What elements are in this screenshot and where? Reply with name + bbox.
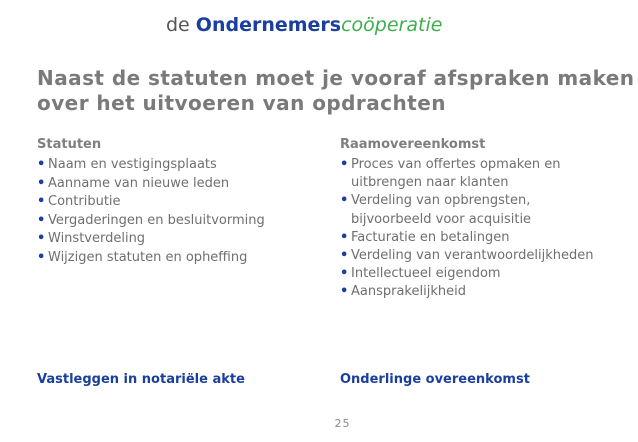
bullet-icon: • [340, 229, 349, 245]
list-item [37, 230, 317, 249]
brand-logo [166, 12, 442, 38]
bullet-icon: • [37, 231, 46, 247]
logo-main: Ondernemers [195, 14, 342, 36]
bullet-icon: • [37, 157, 46, 172]
list-item-text: Aansprakelijkheid [351, 284, 466, 300]
bullet-icon: • [340, 248, 349, 264]
list-item-text: Wijzigen statuten en opheffing [48, 249, 248, 265]
list-item [37, 175, 317, 194]
list-item [340, 156, 610, 192]
list-item [37, 212, 317, 231]
page-number: 25 [334, 417, 351, 430]
list-item-text: Contributie [48, 194, 121, 210]
bullet-icon: • [340, 284, 349, 300]
logo-suffix: coöperatie [341, 14, 443, 36]
list-item-text: Facturatie en betalingen [351, 229, 510, 245]
list-item-text: Winstverdeling [48, 231, 146, 247]
list-item-text: Verdeling van verantwoordelijkheden [351, 248, 594, 264]
list-item-text: Verdeling van opbrengsten, bijvoorbeeld voor acquisitie [351, 193, 532, 227]
bullet-icon: • [37, 249, 46, 265]
list-item-text: Proces van offertes opmaken en uitbrengen naar klanten [351, 157, 561, 191]
raamovereenkomst-column [340, 136, 610, 302]
list-item-text: Naam en vestigingsplaats [48, 157, 217, 172]
list-item [340, 283, 610, 301]
list-item [340, 192, 610, 228]
statuten-column [37, 136, 317, 268]
bullet-icon: • [340, 157, 349, 172]
list-item [37, 156, 317, 175]
raamovereenkomst-heading: Raamovereenkomst [340, 137, 486, 152]
slide-title-line-1: Naast de statuten moet je vooraf afspraken maken [37, 66, 635, 90]
statuten-footer-note: Vastleggen in notariële akte [37, 372, 245, 387]
raamovereenkomst-list [340, 156, 610, 302]
bullet-icon: • [340, 193, 349, 209]
list-item [37, 249, 317, 268]
list-item [340, 229, 610, 247]
bullet-icon: • [37, 212, 46, 228]
logo-prefix: de [166, 14, 190, 36]
raamovereenkomst-footer-note: Onderlinge overeenkomst [340, 372, 530, 387]
slide-title-line-2: over het uitvoeren van opdrachten [37, 91, 446, 115]
bullet-icon: • [37, 175, 46, 191]
list-item [340, 265, 610, 283]
list-item-text: Vergaderingen en besluitvorming [48, 212, 265, 228]
statuten-list [37, 156, 317, 268]
list-item [340, 247, 610, 265]
bullet-icon: • [340, 266, 349, 282]
list-item-text: Intellectueel eigendom [351, 266, 501, 282]
slide-title [37, 66, 635, 116]
statuten-heading: Statuten [37, 137, 102, 152]
bullet-icon: • [37, 194, 46, 210]
list-item-text: Aanname van nieuwe leden [48, 175, 230, 191]
list-item [37, 193, 317, 212]
